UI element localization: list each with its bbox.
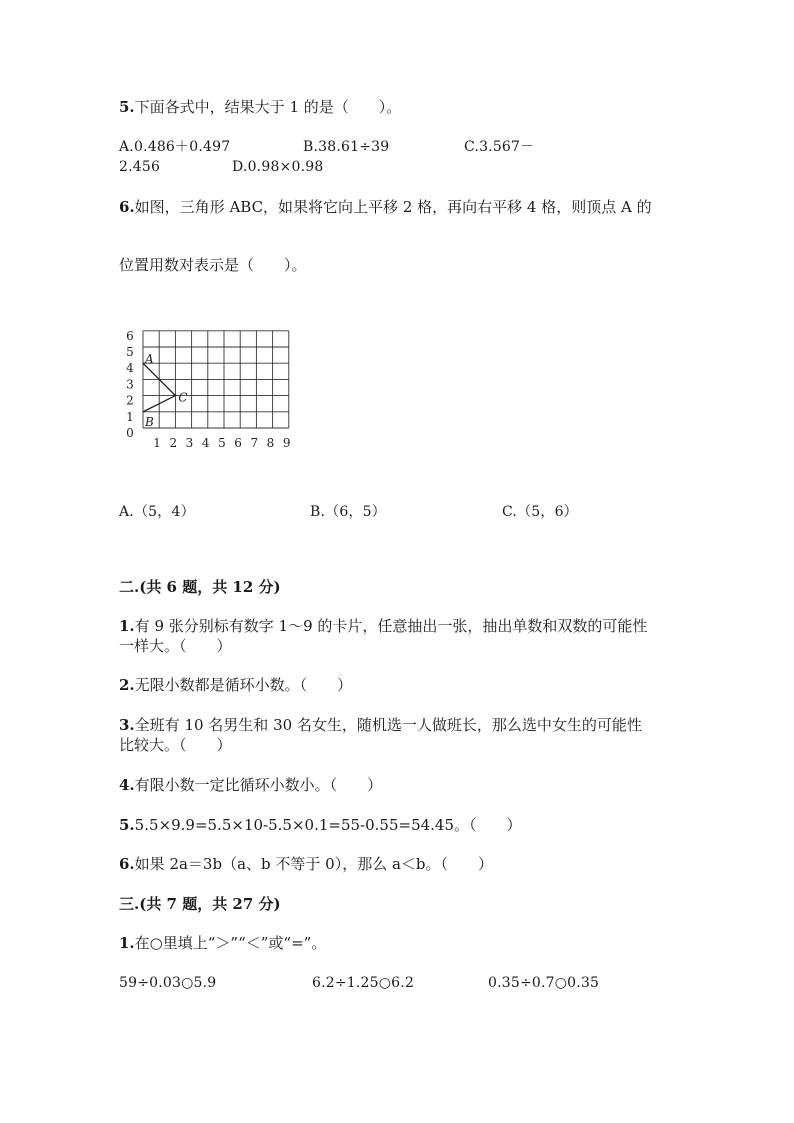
q6-stem-line1: 如图，三角形 ABC，如果将它向上平移 2 格，再向右平移 4 格，则顶点 A 的 bbox=[134, 198, 652, 216]
q5-option-c-continued: 2.456 bbox=[119, 159, 161, 175]
y-tick-label: 4 bbox=[126, 361, 134, 376]
s2-item-4 bbox=[119, 775, 382, 795]
s2-item-4-number: 4. bbox=[119, 776, 135, 794]
q5-option-b[interactable]: B.38.61÷39 bbox=[303, 139, 390, 155]
s2-item-1-text: 有 9 张分别标有数字 1～9 的卡片，任意抽出一张，抽出单数和双数的可能性 bbox=[134, 617, 648, 635]
point-label-c: C bbox=[178, 390, 188, 405]
s2-item-3-text: 全班有 10 名男生和 30 名女生，随机选一人做班长，那么选中女生的可能性 bbox=[134, 716, 642, 734]
q6-number: 6. bbox=[119, 198, 135, 216]
x-tick-label: 7 bbox=[250, 436, 259, 450]
s2-item-5-number: 5. bbox=[119, 816, 135, 834]
triangle-abc bbox=[143, 352, 188, 429]
s2-item-3-line2: 比较大。（ ） bbox=[119, 736, 232, 754]
s2-item-3 bbox=[119, 715, 642, 735]
section3-heading: 三.(共 7 题，共 27 分) bbox=[119, 895, 281, 913]
s2-item-1-line2: 一样大。（ ） bbox=[119, 637, 232, 655]
q6-option-c[interactable]: C.（5，6） bbox=[502, 504, 578, 520]
x-tick-label: 6 bbox=[234, 436, 242, 450]
s2-item-6-number: 6. bbox=[119, 855, 135, 873]
grid-lines bbox=[143, 331, 289, 428]
s3-q1-expr-2[interactable]: 6.2÷1.25○6.2 bbox=[312, 975, 415, 991]
q5-option-a[interactable]: A.0.486＋0.497 bbox=[119, 139, 231, 155]
q6-stem bbox=[119, 197, 652, 217]
y-tick-label: 1 bbox=[126, 409, 134, 424]
x-tick-label: 5 bbox=[218, 436, 226, 450]
x-tick-label: 1 bbox=[153, 436, 161, 450]
s3-q1-expr-1[interactable]: 59÷0.03○5.9 bbox=[119, 975, 217, 991]
x-tick-label: 3 bbox=[185, 436, 194, 450]
y-tick-label: 2 bbox=[126, 393, 134, 408]
q5-stem-text: 下面各式中，结果大于 1 的是（ ）。 bbox=[134, 98, 402, 116]
s3-q1-expr-3[interactable]: 0.35÷0.7○0.35 bbox=[488, 975, 600, 991]
y-tick-label: 0 bbox=[126, 426, 134, 440]
s3-q1-stem bbox=[119, 933, 326, 953]
s2-item-3-number: 3. bbox=[119, 716, 135, 734]
x-tick-label: 2 bbox=[169, 436, 178, 450]
coordinate-grid-figure bbox=[123, 326, 303, 456]
s2-item-2-number: 2. bbox=[119, 676, 135, 694]
s2-item-2 bbox=[119, 675, 352, 695]
x-tick-label: 4 bbox=[201, 436, 210, 450]
s2-item-4-text: 有限小数一定比循环小数小。（ ） bbox=[134, 776, 383, 794]
y-tick-label: 3 bbox=[126, 377, 134, 392]
q6-option-b[interactable]: B.（6，5） bbox=[310, 504, 386, 520]
s2-item-6 bbox=[119, 854, 493, 874]
q5-stem bbox=[119, 97, 401, 117]
q6-option-a[interactable]: A.（5，4） bbox=[119, 504, 195, 520]
s2-item-1 bbox=[119, 616, 647, 636]
s2-item-1-number: 1. bbox=[119, 617, 135, 635]
point-label-a: A bbox=[145, 352, 154, 367]
y-tick-label: 6 bbox=[126, 328, 134, 343]
x-tick-label: 8 bbox=[266, 436, 275, 450]
x-tick-label: 9 bbox=[282, 436, 291, 450]
s2-item-5 bbox=[119, 815, 522, 835]
y-tick-label: 5 bbox=[126, 345, 134, 359]
s3-q1-number: 1. bbox=[119, 934, 135, 952]
q5-option-d[interactable]: D.0.98×0.98 bbox=[232, 159, 324, 175]
s2-item-2-text: 无限小数都是循环小数。（ ） bbox=[134, 676, 353, 694]
s3-q1-text: 在○里填上“＞”“＜”或“=”。 bbox=[134, 934, 327, 952]
s2-item-5-text: 5.5×9.9=5.5×10-5.5×0.1=55-0.55=54.45。（ ） bbox=[134, 816, 522, 834]
q6-stem-line2: 位置用数对表示是（ ）。 bbox=[119, 256, 307, 274]
q5-option-c[interactable]: C.3.567－ bbox=[464, 139, 535, 155]
s2-item-6-text: 如果 2a＝3b（a、b 不等于 0），那么 a＜b。（ ） bbox=[134, 855, 494, 873]
section2-heading: 二.(共 6 题，共 12 分) bbox=[119, 578, 281, 596]
point-label-b: B bbox=[145, 414, 154, 429]
q5-number: 5. bbox=[119, 98, 135, 116]
